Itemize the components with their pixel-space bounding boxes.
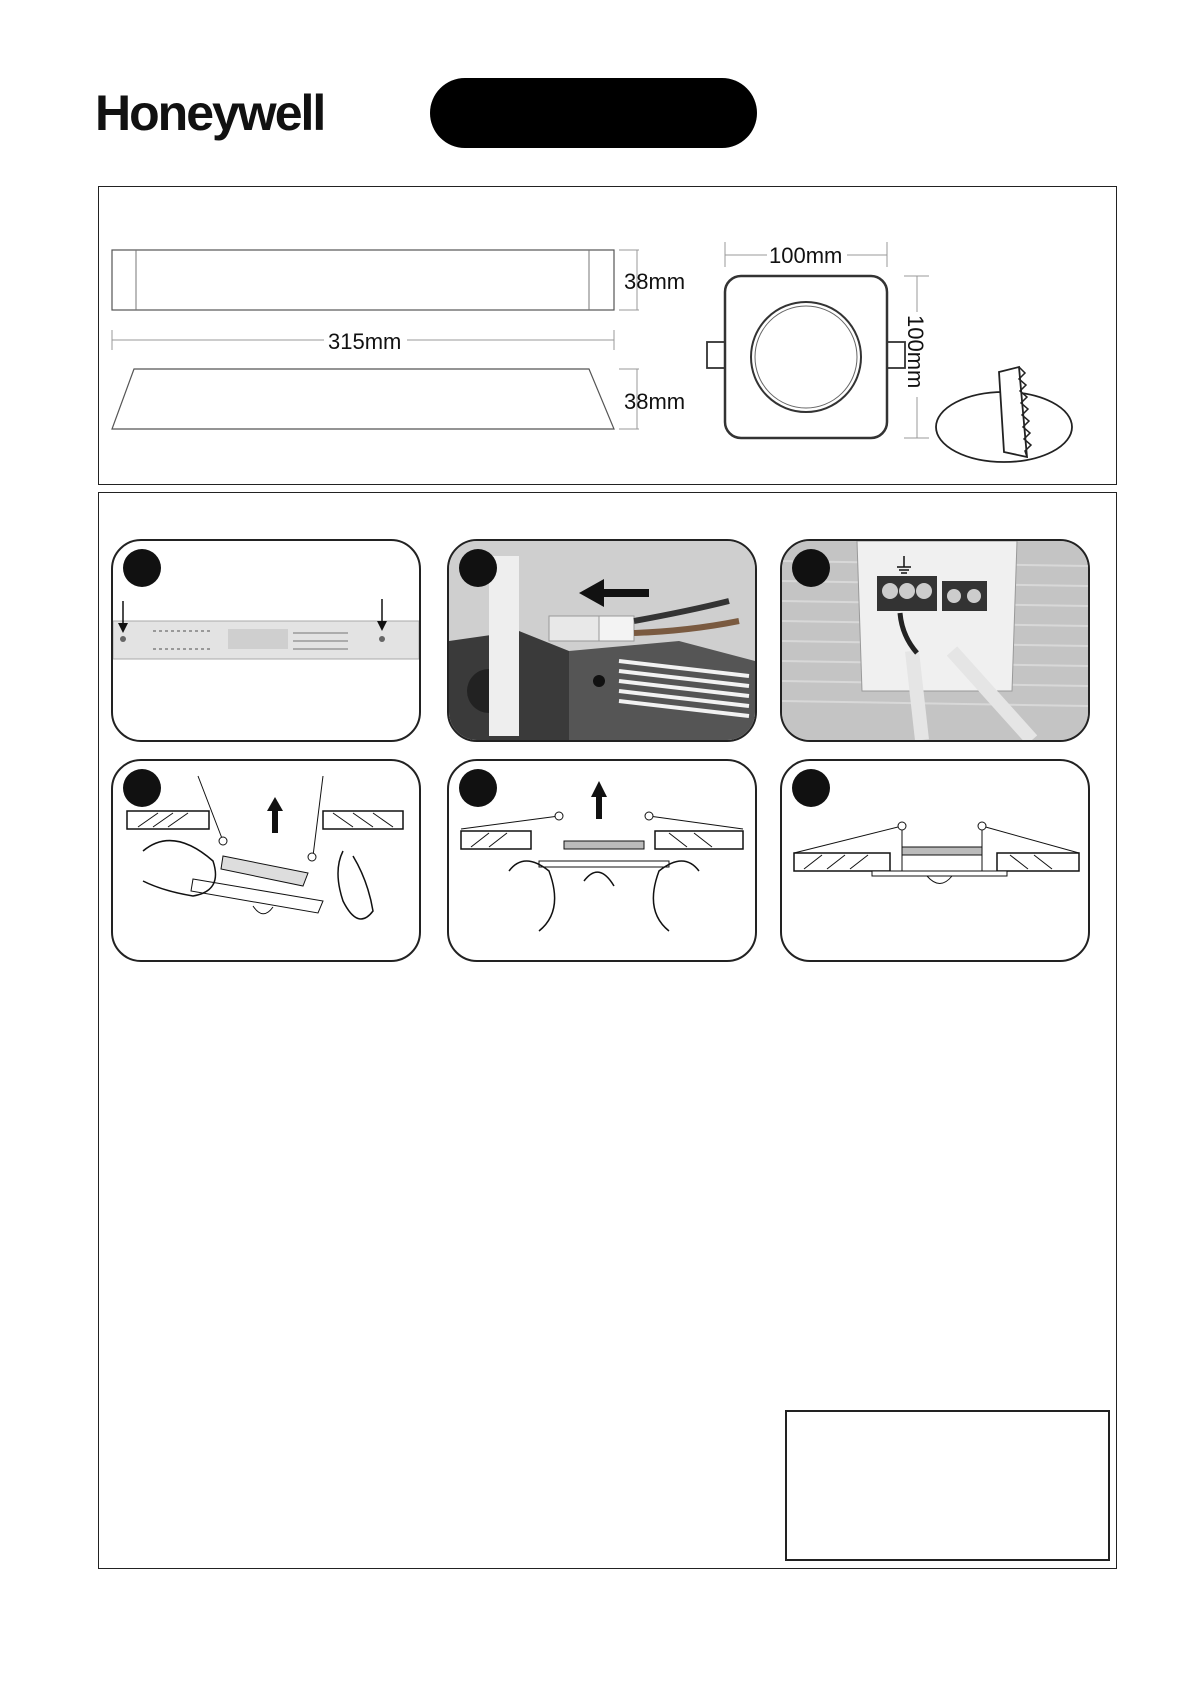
dimensions-panel [98,186,1117,485]
step-6-marker [792,769,830,807]
dim-height-top: 38mm [624,269,686,294]
brand-logo: Honeywell [95,85,325,141]
dim-square-height: 100mm [903,315,928,389]
step-3-marker [792,549,830,587]
fixture-front-view [707,276,905,438]
dim-square-width: 100mm [769,243,843,268]
step-1-marker [123,549,161,587]
step-2-panel [447,539,757,742]
step-1-panel [111,539,421,742]
step-5-panel [447,759,757,962]
step-6-panel [780,759,1090,962]
step-3-panel [780,539,1090,742]
driver-top-view [112,250,614,310]
driver-side-view [112,369,614,429]
title-banner [430,78,757,148]
step-5-marker [459,769,497,807]
step-4-panel [111,759,421,962]
saw-cut-icon [936,367,1072,462]
step-4-marker [123,769,161,807]
notes-box [785,1410,1110,1561]
dim-length: 315mm [328,329,402,354]
dimension-drawing [99,187,1118,486]
step-2-marker [459,549,497,587]
dim-height-bottom: 38mm [624,389,686,414]
